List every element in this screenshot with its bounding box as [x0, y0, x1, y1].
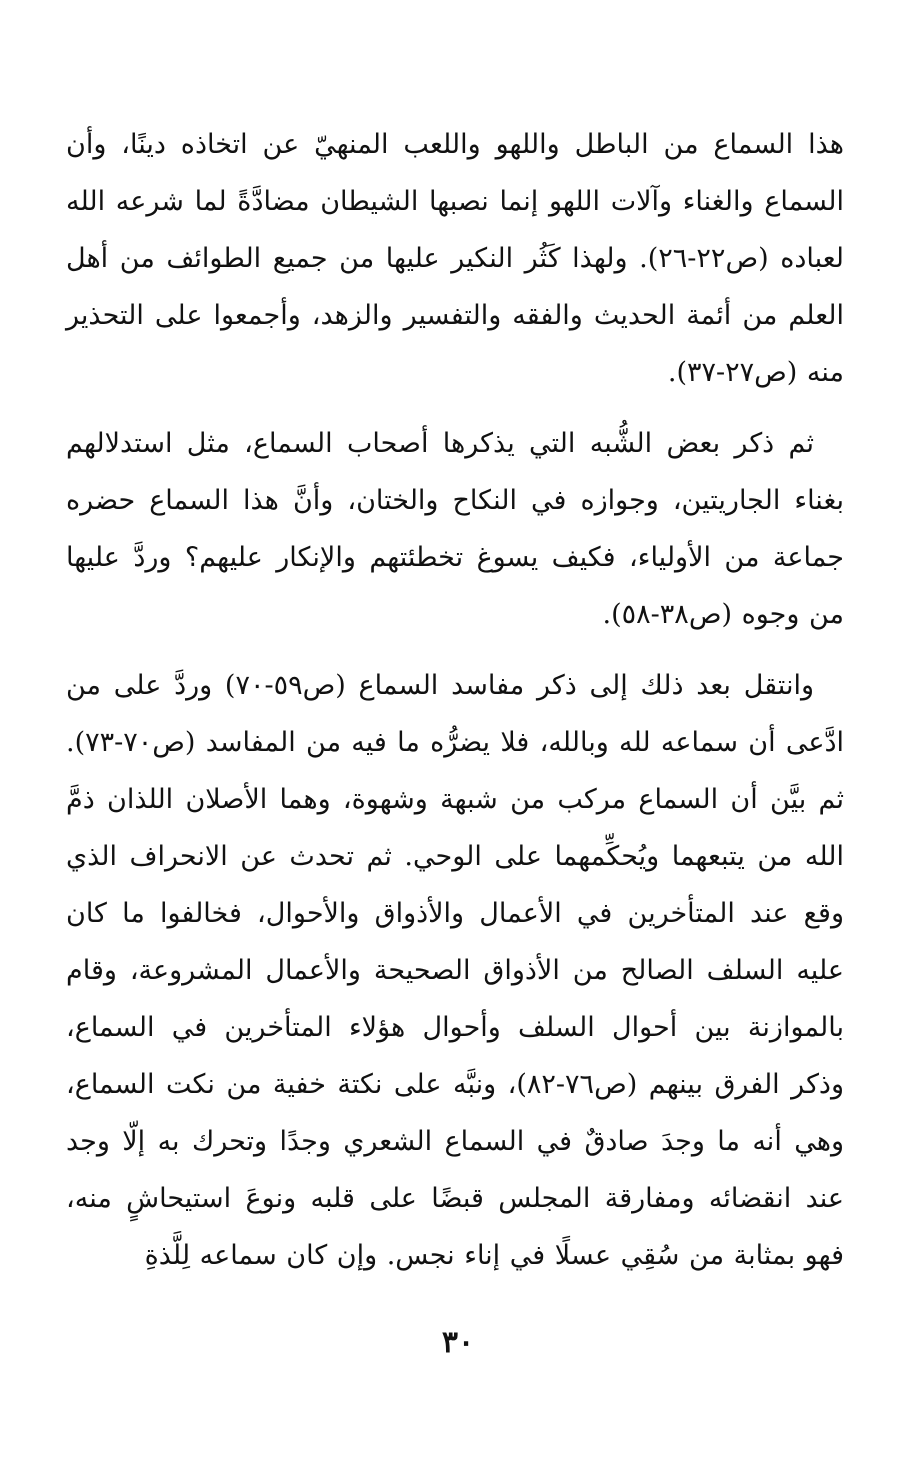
book-page-body — [66, 116, 844, 1296]
paragraph-3: وانتقل بعد ذلك إلى ذكر مفاسد السماع (ص٥٩-٧٠) وردَّ على من ادَّعى أن سماعه لله وبالله، فلا يضرُّه ما فيه من المفاسد (ص٧٠-٧٣). ثم بيَّن أن السماع مركب من شبهة وشهوة، وهما الأصلان اللذان ذمَّ الله من يتبعهما ويُحكِّمهما على الوحي. ثم تحدث عن الانحراف الذي وقع عند المتأخرين في الأعمال والأذواق والأحوال، فخالفوا ما كان عليه السلف الصالح من الأذواق الصحيحة والأعمال المشروعة، وقام بالموازنة بين أحوال السلف وأحوال هؤلاء المتأخرين في السماع، وذكر الفرق بينهم (ص٧٦-٨٢)، ونبَّه على نكتة خفية من نكت السماع، وهي أنه ما وجدَ صادقٌ في السماع الشعري وجدًا وتحرك به إلّا وجد عند انقضائه ومفارقة المجلس قبضًا على قلبه ونوعَ استيحاشٍ منه، فهو بمثابة من سُقِي عسلًا في إناء نجس. وإن كان سماعه لِلَّذةِ — [66, 670, 844, 1271]
paragraph-2: ثم ذكر بعض الشُّبه التي يذكرها أصحاب السماع، مثل استدلالهم بغناء الجاريتين، وجوازه في النكاح والختان، وأنَّ هذا السماع حضره جماعة من الأولياء، فكيف يسوغ تخطئتهم والإنكار عليهم؟ وردَّ عليها من وجوه (ص٣٨-٥٨). — [66, 428, 844, 630]
paragraph-1: هذا السماع من الباطل واللهو واللعب المنهيّ عن اتخاذه دينًا، وأن السماع والغناء وآلات اللهو إنما نصبها الشيطان مضادَّةً لما شرعه الله لعباده (ص٢٢-٢٦). ولهذا كَثُر النكير عليها من جميع الطوائف من أهل العلم من أئمة الحديث والفقه والتفسير والزهد، وأجمعوا على التحذير منه (ص٢٧-٣٧). — [66, 129, 845, 388]
page-number: ٣٠ — [441, 1325, 475, 1360]
